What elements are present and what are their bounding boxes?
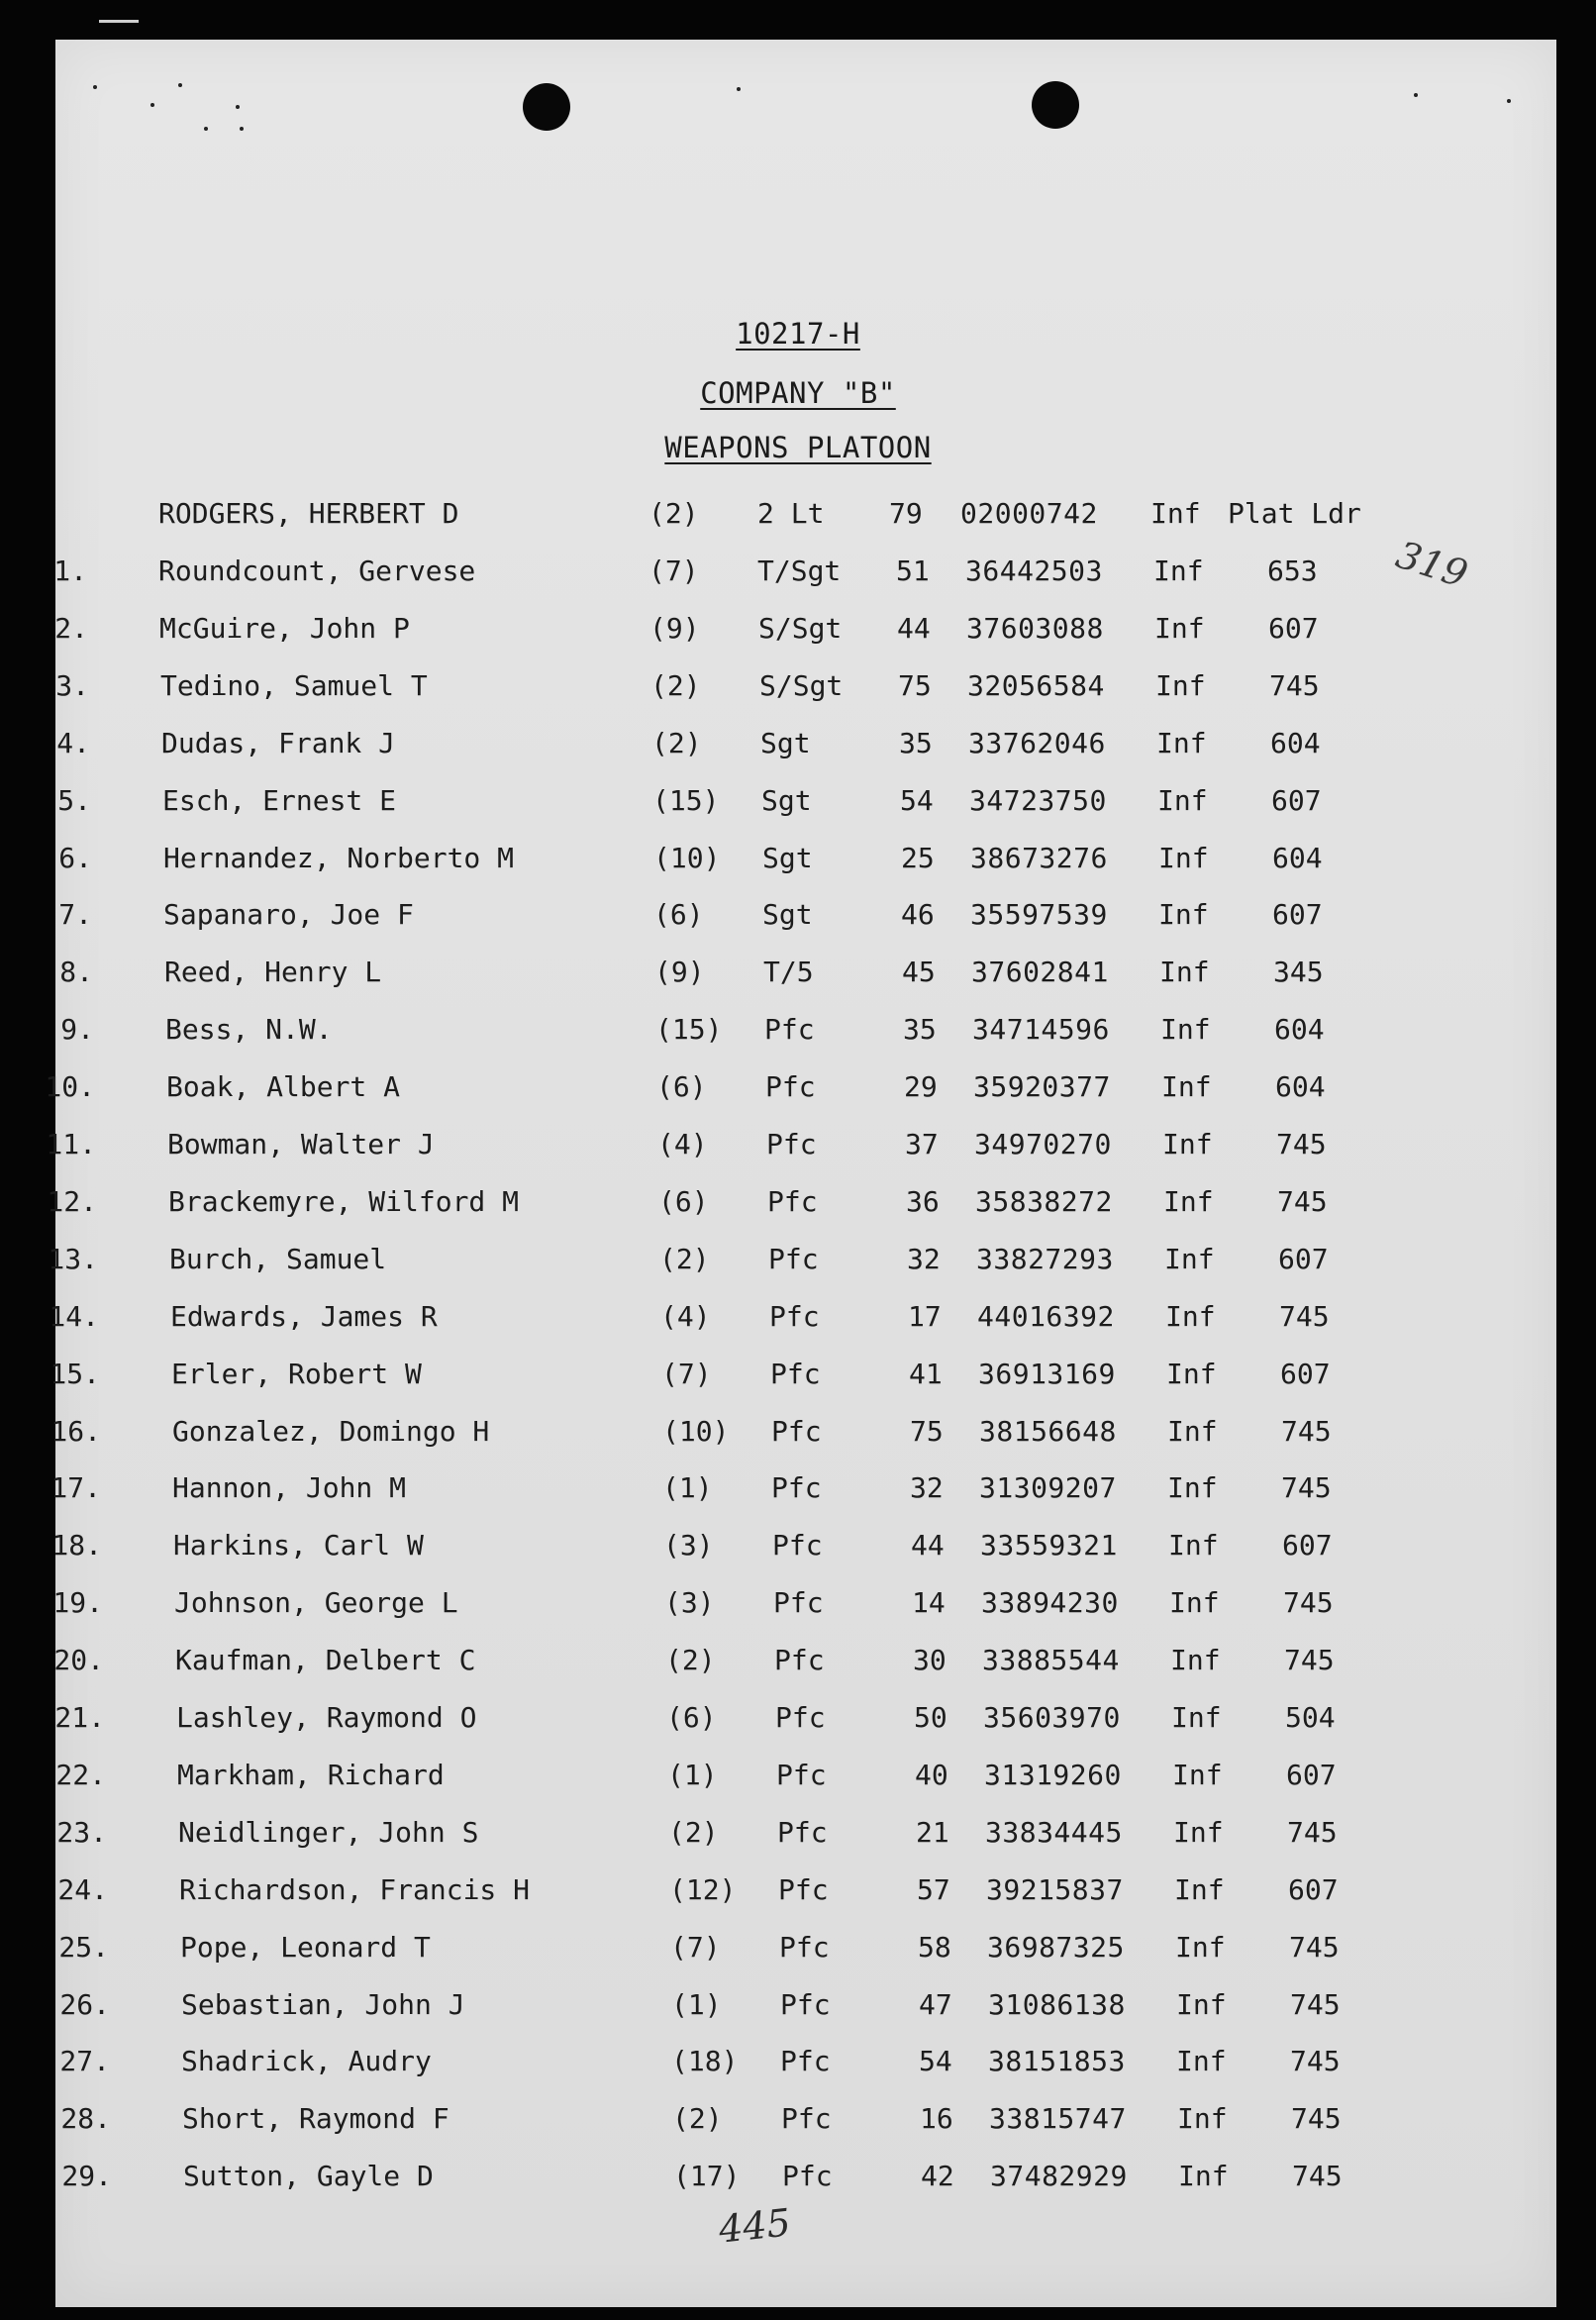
- rank: Pfc: [775, 1701, 826, 1734]
- row-number: 2.: [54, 612, 88, 645]
- code-number: (10): [662, 1415, 730, 1448]
- assignment: 604: [1275, 1070, 1326, 1103]
- code-number: (4): [660, 1300, 711, 1333]
- dust-speck: [236, 105, 240, 109]
- code-number: (2): [650, 669, 701, 702]
- serial-number: 35920377: [973, 1070, 1111, 1103]
- soldier-name: McGuire, John P: [159, 612, 410, 645]
- arm-of-service: Inf: [1163, 1185, 1214, 1218]
- arm-of-service: Inf: [1155, 669, 1206, 702]
- code-number: (9): [649, 612, 700, 645]
- table-row: [0, 784, 1596, 824]
- code-number: (9): [654, 956, 705, 988]
- assignment: 745: [1269, 669, 1320, 702]
- arm-of-service: Inf: [1167, 1415, 1218, 1448]
- msc-number: 36: [906, 1185, 940, 1218]
- code-number: (6): [666, 1701, 717, 1734]
- soldier-name: RODGERS, HERBERT D: [158, 497, 459, 530]
- msc-number: 17: [908, 1300, 942, 1333]
- assignment: Plat Ldr: [1228, 497, 1361, 530]
- table-row: [0, 669, 1596, 709]
- assignment: 504: [1285, 1701, 1336, 1734]
- rank: Sgt: [761, 784, 812, 817]
- table-row: [0, 1415, 1596, 1455]
- row-number: 13.: [48, 1243, 98, 1275]
- serial-number: 44016392: [977, 1300, 1115, 1333]
- arm-of-service: Inf: [1172, 1759, 1223, 1791]
- arm-of-service: Inf: [1166, 1358, 1217, 1390]
- arm-of-service: Inf: [1175, 1931, 1226, 1964]
- soldier-name: Esch, Ernest E: [162, 784, 397, 817]
- dust-speck: [240, 127, 244, 131]
- serial-number: 34970270: [974, 1128, 1112, 1160]
- msc-number: 75: [910, 1415, 944, 1448]
- arm-of-service: Inf: [1162, 1128, 1213, 1160]
- code-number: (6): [656, 1070, 707, 1103]
- company-heading: COMPANY "B": [700, 376, 896, 410]
- msc-number: 37: [905, 1128, 939, 1160]
- row-number: 14.: [49, 1300, 99, 1333]
- rank: Pfc: [777, 1816, 828, 1849]
- row-number: 3.: [55, 669, 89, 702]
- code-number: (2): [665, 1644, 716, 1676]
- soldier-name: Markham, Richard: [177, 1759, 445, 1791]
- arm-of-service: Inf: [1174, 1873, 1225, 1906]
- code-number: (3): [663, 1529, 714, 1562]
- assignment: 745: [1287, 1816, 1338, 1849]
- msc-number: 54: [900, 784, 934, 817]
- table-row: [0, 1185, 1596, 1225]
- msc-number: 35: [903, 1013, 937, 1046]
- serial-number: 32056584: [967, 669, 1105, 702]
- rank: Pfc: [776, 1759, 827, 1791]
- row-number: 27.: [59, 2045, 110, 2077]
- rank: Pfc: [768, 1243, 819, 1275]
- msc-number: 40: [915, 1759, 948, 1791]
- soldier-name: Kaufman, Delbert C: [175, 1644, 476, 1676]
- soldier-name: Bess, N.W.: [165, 1013, 333, 1046]
- arm-of-service: Inf: [1169, 1586, 1220, 1619]
- table-row: [0, 1243, 1596, 1282]
- table-row: [0, 1701, 1596, 1741]
- serial-number: 02000742: [960, 497, 1098, 530]
- serial-number: 35603970: [983, 1701, 1121, 1734]
- row-number: 7.: [58, 898, 92, 931]
- serial-number: 38156648: [979, 1415, 1117, 1448]
- soldier-name: Tedino, Samuel T: [160, 669, 428, 702]
- row-number: 1.: [53, 555, 87, 587]
- soldier-name: Brackemyre, Wilford M: [168, 1185, 520, 1218]
- table-row: [0, 842, 1596, 881]
- serial-number: 34714596: [972, 1013, 1110, 1046]
- rank: Sgt: [762, 898, 813, 931]
- arm-of-service: Inf: [1167, 1471, 1218, 1504]
- table-row: [0, 1070, 1596, 1110]
- assignment: 607: [1280, 1358, 1331, 1390]
- soldier-name: Neidlinger, John S: [178, 1816, 479, 1849]
- row-number: 28.: [60, 2102, 111, 2135]
- assignment: 607: [1288, 1873, 1339, 1906]
- punch-hole-left: [523, 83, 570, 131]
- serial-number: 31309207: [979, 1471, 1117, 1504]
- table-row: [0, 898, 1596, 938]
- rank: Sgt: [762, 842, 813, 874]
- assignment: 745: [1284, 1644, 1335, 1676]
- doc-number: 10217-H: [736, 317, 860, 351]
- arm-of-service: Inf: [1177, 2102, 1228, 2135]
- soldier-name: Sebastian, John J: [181, 1988, 465, 2021]
- code-number: (6): [658, 1185, 709, 1218]
- msc-number: 30: [913, 1644, 947, 1676]
- row-number: 24.: [57, 1873, 108, 1906]
- code-number: (1): [667, 1759, 718, 1791]
- assignment: 604: [1272, 842, 1323, 874]
- dust-speck: [1507, 99, 1511, 103]
- row-number: 12.: [47, 1185, 97, 1218]
- assignment: 607: [1282, 1529, 1333, 1562]
- arm-of-service: Inf: [1158, 842, 1209, 874]
- rank: S/Sgt: [758, 612, 843, 645]
- code-number: (18): [671, 2045, 739, 2077]
- msc-number: 44: [911, 1529, 945, 1562]
- serial-number: 33815747: [989, 2102, 1127, 2135]
- soldier-name: Pope, Leonard T: [180, 1931, 431, 1964]
- dust-speck: [737, 87, 741, 91]
- arm-of-service: Inf: [1173, 1816, 1224, 1849]
- code-number: (3): [664, 1586, 715, 1619]
- serial-number: 33834445: [985, 1816, 1123, 1849]
- rank: Pfc: [779, 1931, 830, 1964]
- serial-number: 31086138: [988, 1988, 1126, 2021]
- soldier-name: Bowman, Walter J: [167, 1128, 435, 1160]
- arm-of-service: Inf: [1171, 1701, 1222, 1734]
- rank: Pfc: [780, 2045, 831, 2077]
- table-row: [0, 1471, 1596, 1511]
- rank: Pfc: [769, 1300, 820, 1333]
- row-number: 15.: [50, 1358, 100, 1390]
- row-number: 19.: [52, 1586, 103, 1619]
- arm-of-service: Inf: [1150, 497, 1201, 530]
- row-number: 21.: [54, 1701, 105, 1734]
- soldier-name: Shadrick, Audry: [181, 2045, 432, 2077]
- soldier-name: Hernandez, Norberto M: [163, 842, 515, 874]
- rank: Pfc: [778, 1873, 829, 1906]
- soldier-name: Erler, Robert W: [171, 1358, 422, 1390]
- msc-number: 51: [896, 555, 930, 587]
- msc-number: 58: [918, 1931, 951, 1964]
- rank: S/Sgt: [759, 669, 844, 702]
- row-number: 6.: [58, 842, 92, 874]
- arm-of-service: Inf: [1157, 784, 1208, 817]
- row-number: 8.: [59, 956, 93, 988]
- msc-number: 25: [901, 842, 935, 874]
- officer-row: [0, 497, 1596, 537]
- code-number: (2): [651, 727, 702, 759]
- code-number: (7): [661, 1358, 712, 1390]
- rank: Pfc: [781, 2102, 832, 2135]
- code-number: (7): [670, 1931, 721, 1964]
- serial-number: 38673276: [970, 842, 1108, 874]
- arm-of-service: Inf: [1178, 2160, 1229, 2192]
- serial-number: 33885544: [982, 1644, 1120, 1676]
- soldier-name: Harkins, Carl W: [173, 1529, 424, 1562]
- code-number: (2): [659, 1243, 710, 1275]
- arm-of-service: Inf: [1164, 1243, 1215, 1275]
- soldier-name: Richardson, Francis H: [179, 1873, 531, 1906]
- row-number: 26.: [59, 1988, 110, 2021]
- msc-number: 42: [921, 2160, 954, 2192]
- arm-of-service: Inf: [1176, 2045, 1227, 2077]
- row-number: 9.: [60, 1013, 94, 1046]
- table-row: [0, 1013, 1596, 1053]
- row-number: 11.: [46, 1128, 96, 1160]
- serial-number: 37482929: [990, 2160, 1128, 2192]
- rank: Pfc: [773, 1586, 824, 1619]
- table-row: [0, 1931, 1596, 1970]
- msc-number: 14: [912, 1586, 946, 1619]
- rank: Pfc: [767, 1185, 818, 1218]
- msc-number: 50: [914, 1701, 948, 1734]
- arm-of-service: Inf: [1176, 1988, 1227, 2021]
- rank: Pfc: [771, 1471, 822, 1504]
- serial-number: 33894230: [981, 1586, 1119, 1619]
- assignment: 745: [1290, 1988, 1341, 2021]
- assignment: 745: [1281, 1415, 1332, 1448]
- code-number: (2): [648, 497, 699, 530]
- row-number: 4.: [56, 727, 90, 759]
- row-number: 23.: [56, 1816, 107, 1849]
- rank: Pfc: [766, 1128, 817, 1160]
- soldier-name: Burch, Samuel: [169, 1243, 387, 1275]
- soldier-name: Hannon, John M: [172, 1471, 407, 1504]
- handwritten-footer-number: 445: [716, 2200, 793, 2252]
- table-row: [0, 2160, 1596, 2199]
- arm-of-service: Inf: [1154, 612, 1205, 645]
- serial-number: 37602841: [971, 956, 1109, 988]
- serial-number: 33559321: [980, 1529, 1118, 1562]
- serial-number: 35597539: [970, 898, 1108, 931]
- assignment: 745: [1281, 1471, 1332, 1504]
- code-number: (4): [657, 1128, 708, 1160]
- msc-number: 46: [901, 898, 935, 931]
- msc-number: 75: [898, 669, 932, 702]
- code-number: (1): [671, 1988, 722, 2021]
- arm-of-service: Inf: [1156, 727, 1207, 759]
- soldier-name: Edwards, James R: [170, 1300, 438, 1333]
- msc-number: 54: [919, 2045, 952, 2077]
- code-number: (2): [668, 1816, 719, 1849]
- code-number: (12): [669, 1873, 737, 1906]
- table-row: [0, 1759, 1596, 1798]
- table-row: [0, 2045, 1596, 2084]
- assignment: 745: [1277, 1185, 1328, 1218]
- assignment: 745: [1276, 1128, 1327, 1160]
- soldier-name: Dudas, Frank J: [161, 727, 396, 759]
- arm-of-service: Inf: [1168, 1529, 1219, 1562]
- serial-number: 39215837: [986, 1873, 1124, 1906]
- code-number: (2): [672, 2102, 723, 2135]
- row-number: 25.: [58, 1931, 109, 1964]
- msc-number: 41: [909, 1358, 943, 1390]
- dust-speck: [1414, 93, 1418, 97]
- code-number: (10): [653, 842, 721, 874]
- assignment: 745: [1290, 2045, 1341, 2077]
- serial-number: 34723750: [969, 784, 1107, 817]
- serial-number: 31319260: [984, 1759, 1122, 1791]
- soldier-name: Lashley, Raymond O: [176, 1701, 477, 1734]
- row-number: 10.: [45, 1070, 95, 1103]
- row-number: 22.: [55, 1759, 106, 1791]
- row-number: 20.: [53, 1644, 104, 1676]
- code-number: (1): [662, 1471, 713, 1504]
- assignment: 607: [1286, 1759, 1337, 1791]
- table-row: [0, 1586, 1596, 1626]
- soldier-name: Short, Raymond F: [182, 2102, 449, 2135]
- dust-speck: [150, 103, 154, 107]
- handwritten-page-number: 319: [1390, 532, 1473, 597]
- platoon-heading: WEAPONS PLATOON: [664, 431, 932, 464]
- soldier-name: Boak, Albert A: [166, 1070, 401, 1103]
- rank: Pfc: [764, 1013, 815, 1046]
- rank: Pfc: [782, 2160, 833, 2192]
- msc-number: 32: [910, 1471, 944, 1504]
- serial-number: 33827293: [976, 1243, 1114, 1275]
- code-number: (6): [653, 898, 704, 931]
- table-row: [0, 1873, 1596, 1913]
- table-row: [0, 1644, 1596, 1683]
- arm-of-service: Inf: [1161, 1070, 1212, 1103]
- assignment: 607: [1272, 898, 1323, 931]
- serial-number: 37603088: [966, 612, 1104, 645]
- rank: Sgt: [760, 727, 811, 759]
- table-row: [0, 727, 1596, 766]
- assignment: 607: [1268, 612, 1319, 645]
- arm-of-service: Inf: [1153, 555, 1204, 587]
- msc-number: 45: [902, 956, 936, 988]
- msc-number: 47: [919, 1988, 952, 2021]
- msc-number: 21: [916, 1816, 949, 1849]
- punch-hole-right: [1032, 81, 1079, 129]
- msc-number: 32: [907, 1243, 941, 1275]
- arm-of-service: Inf: [1160, 1013, 1211, 1046]
- table-row: [0, 1128, 1596, 1167]
- assignment: 745: [1283, 1586, 1334, 1619]
- rank: Pfc: [770, 1358, 821, 1390]
- rank: 2 Lt: [757, 497, 825, 530]
- serial-number: 35838272: [975, 1185, 1113, 1218]
- soldier-name: Gonzalez, Domingo H: [172, 1415, 490, 1448]
- arm-of-service: Inf: [1158, 898, 1209, 931]
- code-number: (15): [655, 1013, 723, 1046]
- assignment: 604: [1274, 1013, 1325, 1046]
- table-row: [0, 2102, 1596, 2142]
- msc-number: 57: [917, 1873, 950, 1906]
- soldier-name: Johnson, George L: [174, 1586, 458, 1619]
- assignment: 607: [1278, 1243, 1329, 1275]
- assignment: 345: [1273, 956, 1324, 988]
- serial-number: 36987325: [987, 1931, 1125, 1964]
- soldier-name: Roundcount, Gervese: [158, 555, 476, 587]
- msc-number: 35: [899, 727, 933, 759]
- msc-number: 29: [904, 1070, 938, 1103]
- rank: Pfc: [772, 1529, 823, 1562]
- table-row: [0, 555, 1596, 594]
- table-row: [0, 1988, 1596, 2028]
- rank: T/5: [763, 956, 814, 988]
- serial-number: 33762046: [968, 727, 1106, 759]
- arm-of-service: Inf: [1165, 1300, 1216, 1333]
- row-number: 18.: [51, 1529, 102, 1562]
- row-number: 17.: [50, 1471, 101, 1504]
- code-number: (17): [673, 2160, 741, 2192]
- assignment: 653: [1267, 555, 1318, 587]
- table-row: [0, 1300, 1596, 1340]
- soldier-name: Reed, Henry L: [164, 956, 382, 988]
- rank: Pfc: [780, 1988, 831, 2021]
- msc-number: 79: [889, 497, 923, 530]
- assignment: 745: [1292, 2160, 1343, 2192]
- serial-number: 36913169: [978, 1358, 1116, 1390]
- scan-mark: [99, 20, 139, 23]
- row-number: 29.: [61, 2160, 112, 2192]
- dust-speck: [204, 127, 208, 131]
- table-row: [0, 1358, 1596, 1397]
- soldier-name: Sapanaro, Joe F: [163, 898, 414, 931]
- table-row: [0, 1529, 1596, 1568]
- assignment: 745: [1279, 1300, 1330, 1333]
- row-number: 16.: [50, 1415, 101, 1448]
- serial-number: 38151853: [988, 2045, 1126, 2077]
- arm-of-service: Inf: [1159, 956, 1210, 988]
- table-row: [0, 612, 1596, 652]
- rank: Pfc: [774, 1644, 825, 1676]
- msc-number: 44: [897, 612, 931, 645]
- soldier-name: Sutton, Gayle D: [183, 2160, 434, 2192]
- assignment: 607: [1271, 784, 1322, 817]
- dust-speck: [178, 83, 182, 87]
- row-number: 5.: [57, 784, 91, 817]
- arm-of-service: Inf: [1170, 1644, 1221, 1676]
- assignment: 604: [1270, 727, 1321, 759]
- table-row: [0, 1816, 1596, 1856]
- code-number: (7): [648, 555, 699, 587]
- table-row: [0, 956, 1596, 995]
- rank: Pfc: [765, 1070, 816, 1103]
- dust-speck: [93, 85, 97, 89]
- assignment: 745: [1289, 1931, 1340, 1964]
- msc-number: 16: [920, 2102, 953, 2135]
- rank: Pfc: [771, 1415, 822, 1448]
- serial-number: 36442503: [965, 555, 1103, 587]
- assignment: 745: [1291, 2102, 1342, 2135]
- rank: T/Sgt: [757, 555, 842, 587]
- code-number: (15): [652, 784, 720, 817]
